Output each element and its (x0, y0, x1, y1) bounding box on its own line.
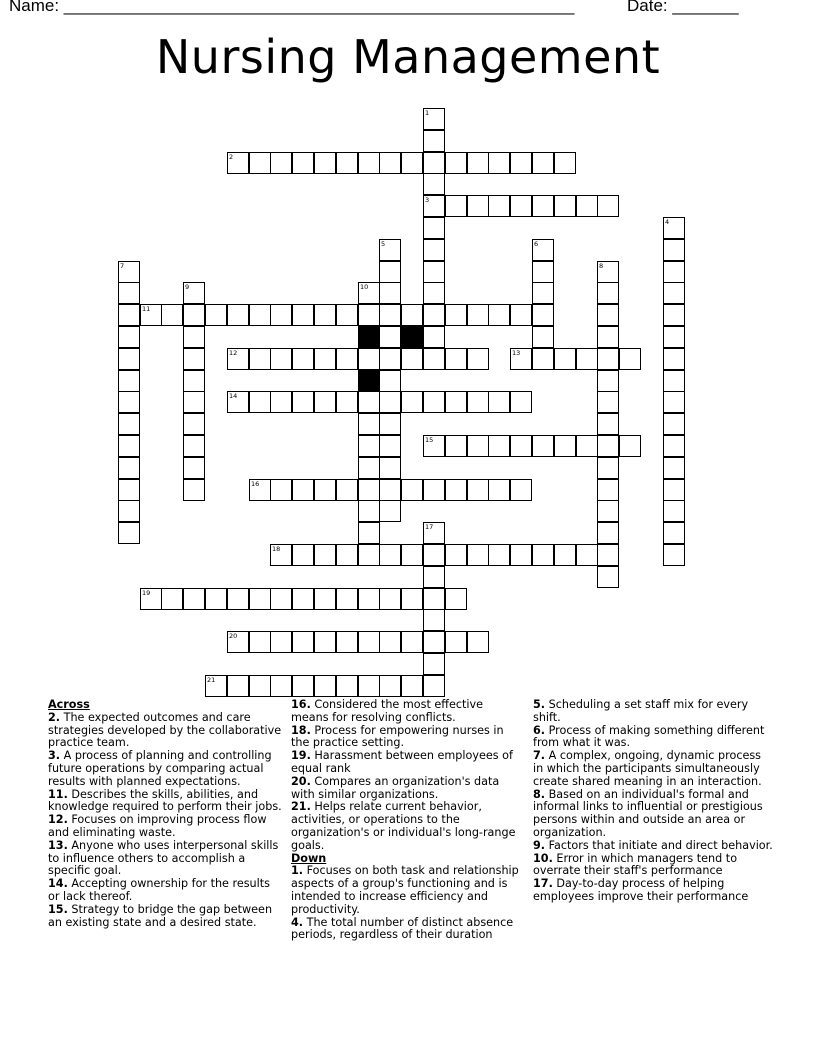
grid-cell[interactable] (183, 391, 205, 413)
grid-cell[interactable] (336, 588, 358, 610)
grid-cell[interactable] (510, 544, 532, 566)
down-clue: 7. A complex, ongoing, dynamic process in which the participants simultaneously create shared meaning in an interaction. (533, 749, 762, 788)
clue-number: 7 (120, 262, 125, 270)
grid-cell[interactable] (445, 304, 467, 326)
grid-cell[interactable] (379, 348, 401, 370)
grid-cell[interactable] (597, 500, 619, 522)
down-clue: 10. Error in which managers tend to overrate their staff's performance (533, 851, 738, 878)
grid-cell[interactable] (401, 479, 423, 501)
grid-cell[interactable] (118, 500, 140, 522)
grid-cell[interactable] (554, 544, 576, 566)
grid-cell[interactable] (619, 348, 641, 370)
grid-cell[interactable] (423, 566, 445, 588)
grid-cell[interactable] (423, 675, 445, 697)
grid-cell[interactable] (467, 195, 489, 217)
grid-cell[interactable] (227, 304, 249, 326)
grid-cell[interactable] (358, 588, 380, 610)
grid-cell[interactable] (270, 675, 292, 697)
grid-cell[interactable] (488, 391, 510, 413)
grid-cell[interactable] (183, 348, 205, 370)
grid-cell[interactable] (663, 326, 685, 348)
grid-cell[interactable] (445, 152, 467, 174)
grid-cell[interactable] (423, 391, 445, 413)
grid-cell[interactable] (314, 391, 336, 413)
grid-cell[interactable] (597, 195, 619, 217)
grid-cell[interactable] (249, 479, 271, 501)
grid-cell[interactable] (663, 391, 685, 413)
grid-cell[interactable] (379, 588, 401, 610)
grid-cell[interactable] (358, 544, 380, 566)
grid-cell[interactable] (336, 479, 358, 501)
grid-cell[interactable] (314, 631, 336, 653)
grid-cell[interactable] (379, 152, 401, 174)
across-clue: 18. Process for empowering nurses in the practice setting. (291, 723, 504, 750)
across-clue: 12. Focuses on improving process flow and eliminating waste. (48, 813, 267, 839)
down-clue: 4. The total number of distinct absence periods, regardless of their duration (291, 915, 514, 942)
clue-column-3 (533, 699, 773, 904)
across-clue: 3. A process of planning and controlling future operations by comparing actual results with planned expectations. (48, 749, 272, 788)
clue-number: 14 (229, 392, 238, 400)
black-cell (358, 326, 380, 348)
grid-cell[interactable] (379, 435, 401, 457)
grid-cell[interactable] (249, 675, 271, 697)
grid-cell[interactable] (423, 217, 445, 239)
grid-cell[interactable] (358, 435, 380, 457)
clue-number: 17 (425, 523, 434, 531)
grid-cell[interactable] (358, 413, 380, 435)
grid-cell[interactable] (467, 391, 489, 413)
grid-cell[interactable] (379, 304, 401, 326)
grid-cell[interactable] (510, 304, 532, 326)
grid-cell[interactable] (140, 304, 162, 326)
grid-cell[interactable] (423, 544, 445, 566)
grid-cell[interactable] (227, 631, 249, 653)
grid-cell[interactable] (336, 675, 358, 697)
grid-cell[interactable] (423, 479, 445, 501)
across-clue: 19. Harassment between employees of equal rank (291, 749, 513, 775)
grid-cell[interactable] (445, 195, 467, 217)
grid-cell[interactable] (576, 435, 598, 457)
grid-cell[interactable] (118, 304, 140, 326)
grid-cell[interactable] (401, 631, 423, 653)
black-cell (358, 370, 380, 392)
grid-cell[interactable] (249, 631, 271, 653)
grid-cell[interactable] (423, 435, 445, 457)
grid-cell[interactable] (554, 195, 576, 217)
grid-cell[interactable] (358, 348, 380, 370)
grid-cell[interactable] (597, 304, 619, 326)
grid-cell[interactable] (205, 304, 227, 326)
grid-cell[interactable] (423, 195, 445, 217)
grid-cell[interactable] (576, 348, 598, 370)
grid-cell[interactable] (423, 261, 445, 283)
grid-cell[interactable] (423, 609, 445, 631)
grid-cell[interactable] (467, 348, 489, 370)
name-field[interactable]: Name: ______________________________________________________ (9, 0, 575, 15)
grid-cell[interactable] (379, 631, 401, 653)
grid-cell[interactable] (445, 391, 467, 413)
grid-cell[interactable] (270, 588, 292, 610)
grid-cell[interactable] (358, 522, 380, 544)
clue-number: 11 (142, 305, 151, 313)
grid-cell[interactable] (292, 544, 314, 566)
clue-number: 10 (360, 283, 369, 291)
grid-cell[interactable] (401, 588, 423, 610)
grid-cell[interactable] (314, 479, 336, 501)
grid-cell[interactable] (292, 631, 314, 653)
grid-cell[interactable] (423, 653, 445, 675)
clue-number: 5 (381, 240, 386, 248)
grid-cell[interactable] (227, 348, 249, 370)
grid-cell[interactable] (118, 261, 140, 283)
grid-cell[interactable] (249, 588, 271, 610)
grid-cell[interactable] (597, 282, 619, 304)
grid-cell[interactable] (532, 282, 554, 304)
down-clue: 5. Scheduling a set staff mix for every shift. (533, 698, 749, 724)
grid-cell[interactable] (423, 282, 445, 304)
grid-cell[interactable] (183, 435, 205, 457)
grid-cell[interactable] (118, 479, 140, 501)
grid-cell[interactable] (118, 370, 140, 392)
grid-cell[interactable] (379, 326, 401, 348)
grid-cell[interactable] (597, 544, 619, 566)
grid-cell[interactable] (532, 326, 554, 348)
page-title: Nursing Management (155, 30, 661, 84)
grid-cell[interactable] (358, 479, 380, 501)
grid-cell[interactable] (270, 152, 292, 174)
grid-cell[interactable] (379, 239, 401, 261)
grid-cell[interactable] (663, 435, 685, 457)
grid-cell[interactable] (532, 304, 554, 326)
grid-cell[interactable] (379, 479, 401, 501)
grid-cell[interactable] (379, 675, 401, 697)
grid-cell[interactable] (358, 457, 380, 479)
grid-cell[interactable] (554, 348, 576, 370)
grid-cell[interactable] (227, 391, 249, 413)
grid-cell[interactable] (249, 304, 271, 326)
down-heading: Down (291, 851, 327, 865)
clue-number: 2 (229, 153, 234, 161)
grid-cell[interactable] (488, 544, 510, 566)
clue-number: 6 (534, 240, 539, 248)
grid-cell[interactable] (467, 304, 489, 326)
grid-cell[interactable] (423, 631, 445, 653)
grid-cell[interactable] (467, 544, 489, 566)
across-heading: Across (48, 698, 90, 711)
grid-cell[interactable] (663, 304, 685, 326)
grid-cell[interactable] (663, 261, 685, 283)
grid-cell[interactable] (270, 348, 292, 370)
down-clue: 9. Factors that initiate and direct behavior. (533, 838, 773, 852)
grid-cell[interactable] (358, 304, 380, 326)
clue-number: 20 (229, 632, 238, 640)
clue-number: 15 (425, 436, 434, 444)
clue-number: 13 (512, 349, 521, 357)
grid-cell[interactable] (423, 588, 445, 610)
grid-cell[interactable] (183, 457, 205, 479)
grid-cell[interactable] (336, 152, 358, 174)
grid-cell[interactable] (379, 391, 401, 413)
grid-cell[interactable] (314, 152, 336, 174)
grid-cell[interactable] (423, 130, 445, 152)
down-clue: 8. Based on an individual's formal and informal links to influential or prestigious persons within and outside an area or organization. (533, 787, 763, 839)
grid-cell[interactable] (161, 304, 183, 326)
grid-cell[interactable] (118, 391, 140, 413)
grid-cell[interactable] (423, 239, 445, 261)
grid-cell[interactable] (227, 675, 249, 697)
grid-cell[interactable] (140, 588, 162, 610)
down-clue: 6. Process of making something different from what it was. (533, 723, 765, 750)
grid-cell[interactable] (663, 282, 685, 304)
grid-cell[interactable] (183, 413, 205, 435)
grid-cell[interactable] (379, 261, 401, 283)
grid-cell[interactable] (401, 304, 423, 326)
grid-cell[interactable] (249, 391, 271, 413)
across-clue: 14. Accepting ownership for the results or lack thereof. (48, 877, 270, 903)
grid-cell[interactable] (401, 348, 423, 370)
grid-cell[interactable] (227, 152, 249, 174)
across-clue: 16. Considered the most effective means for resolving conflicts. (291, 698, 484, 724)
grid-cell[interactable] (314, 544, 336, 566)
clue-column-1 (48, 699, 284, 929)
grid-cell[interactable] (118, 522, 140, 544)
grid-cell[interactable] (183, 326, 205, 348)
grid-cell[interactable] (183, 588, 205, 610)
grid-cell[interactable] (663, 370, 685, 392)
grid-cell[interactable] (358, 152, 380, 174)
grid-cell[interactable] (358, 391, 380, 413)
down-clue: 1. Focuses on both task and relationship aspects of a group's functioning and is intended to increase efficiency and productivity. (291, 864, 519, 916)
grid-cell[interactable] (445, 631, 467, 653)
grid-cell[interactable] (205, 588, 227, 610)
grid-cell[interactable] (554, 435, 576, 457)
grid-cell[interactable] (379, 282, 401, 304)
grid-cell[interactable] (488, 479, 510, 501)
grid-cell[interactable] (358, 282, 380, 304)
grid-cell[interactable] (423, 304, 445, 326)
grid-cell[interactable] (249, 348, 271, 370)
across-clue: 21. Helps relate current behavior, activities, or operations to the organization's or individual's long-range goals. (291, 800, 516, 852)
grid-cell[interactable] (423, 326, 445, 348)
grid-cell[interactable] (423, 348, 445, 370)
grid-cell[interactable] (314, 675, 336, 697)
grid-cell[interactable] (576, 195, 598, 217)
grid-cell[interactable] (597, 348, 619, 370)
grid-cell[interactable] (445, 588, 467, 610)
grid-cell[interactable] (336, 304, 358, 326)
grid-cell[interactable] (118, 435, 140, 457)
grid-cell[interactable] (619, 435, 641, 457)
grid-cell[interactable] (467, 152, 489, 174)
grid-cell[interactable] (510, 348, 532, 370)
grid-cell[interactable] (532, 239, 554, 261)
grid-cell[interactable] (183, 282, 205, 304)
grid-cell[interactable] (663, 413, 685, 435)
grid-cell[interactable] (314, 304, 336, 326)
grid-cell[interactable] (532, 261, 554, 283)
grid-cell[interactable] (401, 544, 423, 566)
grid-cell[interactable] (597, 522, 619, 544)
grid-cell[interactable] (488, 152, 510, 174)
grid-cell[interactable] (488, 195, 510, 217)
grid-cell[interactable] (401, 391, 423, 413)
grid-cell[interactable] (597, 566, 619, 588)
grid-cell[interactable] (118, 413, 140, 435)
grid-cell[interactable] (227, 588, 249, 610)
grid-cell[interactable] (532, 152, 554, 174)
grid-cell[interactable] (336, 544, 358, 566)
grid-cell[interactable] (663, 479, 685, 501)
grid-cell[interactable] (597, 435, 619, 457)
grid-cell[interactable] (292, 588, 314, 610)
grid-cell[interactable] (379, 500, 401, 522)
grid-cell[interactable] (379, 544, 401, 566)
grid-cell[interactable] (292, 391, 314, 413)
grid-cell[interactable] (423, 522, 445, 544)
grid-cell[interactable] (270, 479, 292, 501)
grid-cell[interactable] (379, 413, 401, 435)
grid-cell[interactable] (467, 435, 489, 457)
grid-cell[interactable] (532, 435, 554, 457)
across-clue: 2. The expected outcomes and care strategies developed by the collaborative practice team. (48, 710, 282, 750)
grid-cell[interactable] (314, 348, 336, 370)
across-clue: 20. Compares an organization's data with similar organizations. (291, 774, 500, 801)
grid-cell[interactable] (292, 675, 314, 697)
grid-cell[interactable] (292, 348, 314, 370)
grid-cell[interactable] (183, 370, 205, 392)
grid-cell[interactable] (445, 435, 467, 457)
grid-cell[interactable] (183, 304, 205, 326)
across-clue: 11. Describes the skills, abilities, and knowledge required to perform their jobs. (48, 787, 282, 814)
grid-cell[interactable] (467, 479, 489, 501)
grid-cell[interactable] (358, 500, 380, 522)
grid-cell[interactable] (358, 675, 380, 697)
down-clue: 17. Day-to-day process of helping employees improve their performance (533, 877, 749, 903)
grid-cell[interactable] (358, 631, 380, 653)
grid-cell[interactable] (118, 348, 140, 370)
grid-cell[interactable] (118, 282, 140, 304)
grid-cell[interactable] (118, 326, 140, 348)
grid-cell[interactable] (183, 479, 205, 501)
grid-cell[interactable] (401, 675, 423, 697)
grid-cell[interactable] (510, 435, 532, 457)
grid-cell[interactable] (663, 348, 685, 370)
clue-number: 3 (425, 196, 430, 204)
grid-cell[interactable] (445, 544, 467, 566)
grid-cell[interactable] (423, 152, 445, 174)
grid-cell[interactable] (510, 479, 532, 501)
grid-cell[interactable] (292, 152, 314, 174)
grid-cell[interactable] (488, 304, 510, 326)
grid-cell[interactable] (336, 391, 358, 413)
grid-cell[interactable] (205, 675, 227, 697)
grid-cell[interactable] (532, 348, 554, 370)
clue-number: 8 (599, 262, 604, 270)
across-clue: 13. Anyone who uses interpersonal skills to influence others to accomplish a specific goal. (48, 838, 279, 878)
grid-cell[interactable] (445, 348, 467, 370)
grid-cell[interactable] (161, 588, 183, 610)
grid-cell[interactable] (118, 457, 140, 479)
black-cell (401, 326, 423, 348)
grid-cell[interactable] (270, 544, 292, 566)
clue-number: 16 (251, 480, 260, 488)
grid-cell[interactable] (270, 631, 292, 653)
grid-cell[interactable] (663, 457, 685, 479)
grid-cell[interactable] (401, 152, 423, 174)
clue-number: 4 (665, 218, 670, 226)
grid-cell[interactable] (532, 195, 554, 217)
grid-cell[interactable] (249, 152, 271, 174)
grid-cell[interactable] (445, 479, 467, 501)
grid-cell[interactable] (597, 457, 619, 479)
grid-cell[interactable] (554, 152, 576, 174)
clue-number: 12 (229, 349, 238, 357)
grid-cell[interactable] (597, 326, 619, 348)
grid-cell[interactable] (467, 631, 489, 653)
clue-number: 18 (272, 545, 281, 553)
clue-number: 19 (142, 589, 151, 597)
grid-cell[interactable] (597, 479, 619, 501)
grid-cell[interactable] (292, 304, 314, 326)
grid-cell[interactable] (379, 457, 401, 479)
grid-cell[interactable] (270, 391, 292, 413)
grid-cell[interactable] (597, 370, 619, 392)
grid-cell[interactable] (597, 391, 619, 413)
across-clue: 15. Strategy to bridge the gap between an existing state and a desired state. (48, 902, 273, 929)
grid-cell[interactable] (379, 370, 401, 392)
clue-number: 21 (207, 676, 216, 684)
grid-cell[interactable] (314, 588, 336, 610)
grid-cell[interactable] (292, 479, 314, 501)
grid-cell[interactable] (663, 522, 685, 544)
clue-number: 9 (185, 283, 190, 291)
grid-cell[interactable] (270, 304, 292, 326)
clue-column-2 (291, 699, 521, 942)
grid-cell[interactable] (576, 544, 598, 566)
grid-cell[interactable] (663, 500, 685, 522)
grid-cell[interactable] (510, 391, 532, 413)
grid-cell[interactable] (663, 239, 685, 261)
grid-cell[interactable] (423, 173, 445, 195)
grid-cell[interactable] (423, 108, 445, 130)
grid-cell[interactable] (510, 152, 532, 174)
grid-cell[interactable] (532, 544, 554, 566)
grid-cell[interactable] (488, 435, 510, 457)
grid-cell[interactable] (597, 413, 619, 435)
grid-cell[interactable] (336, 348, 358, 370)
grid-cell[interactable] (336, 631, 358, 653)
grid-cell[interactable] (510, 195, 532, 217)
grid-cell[interactable] (663, 544, 685, 566)
grid-cell[interactable] (663, 217, 685, 239)
grid-cell[interactable] (597, 261, 619, 283)
date-field[interactable]: Date: _______ (627, 0, 739, 15)
clue-number: 1 (425, 109, 430, 117)
